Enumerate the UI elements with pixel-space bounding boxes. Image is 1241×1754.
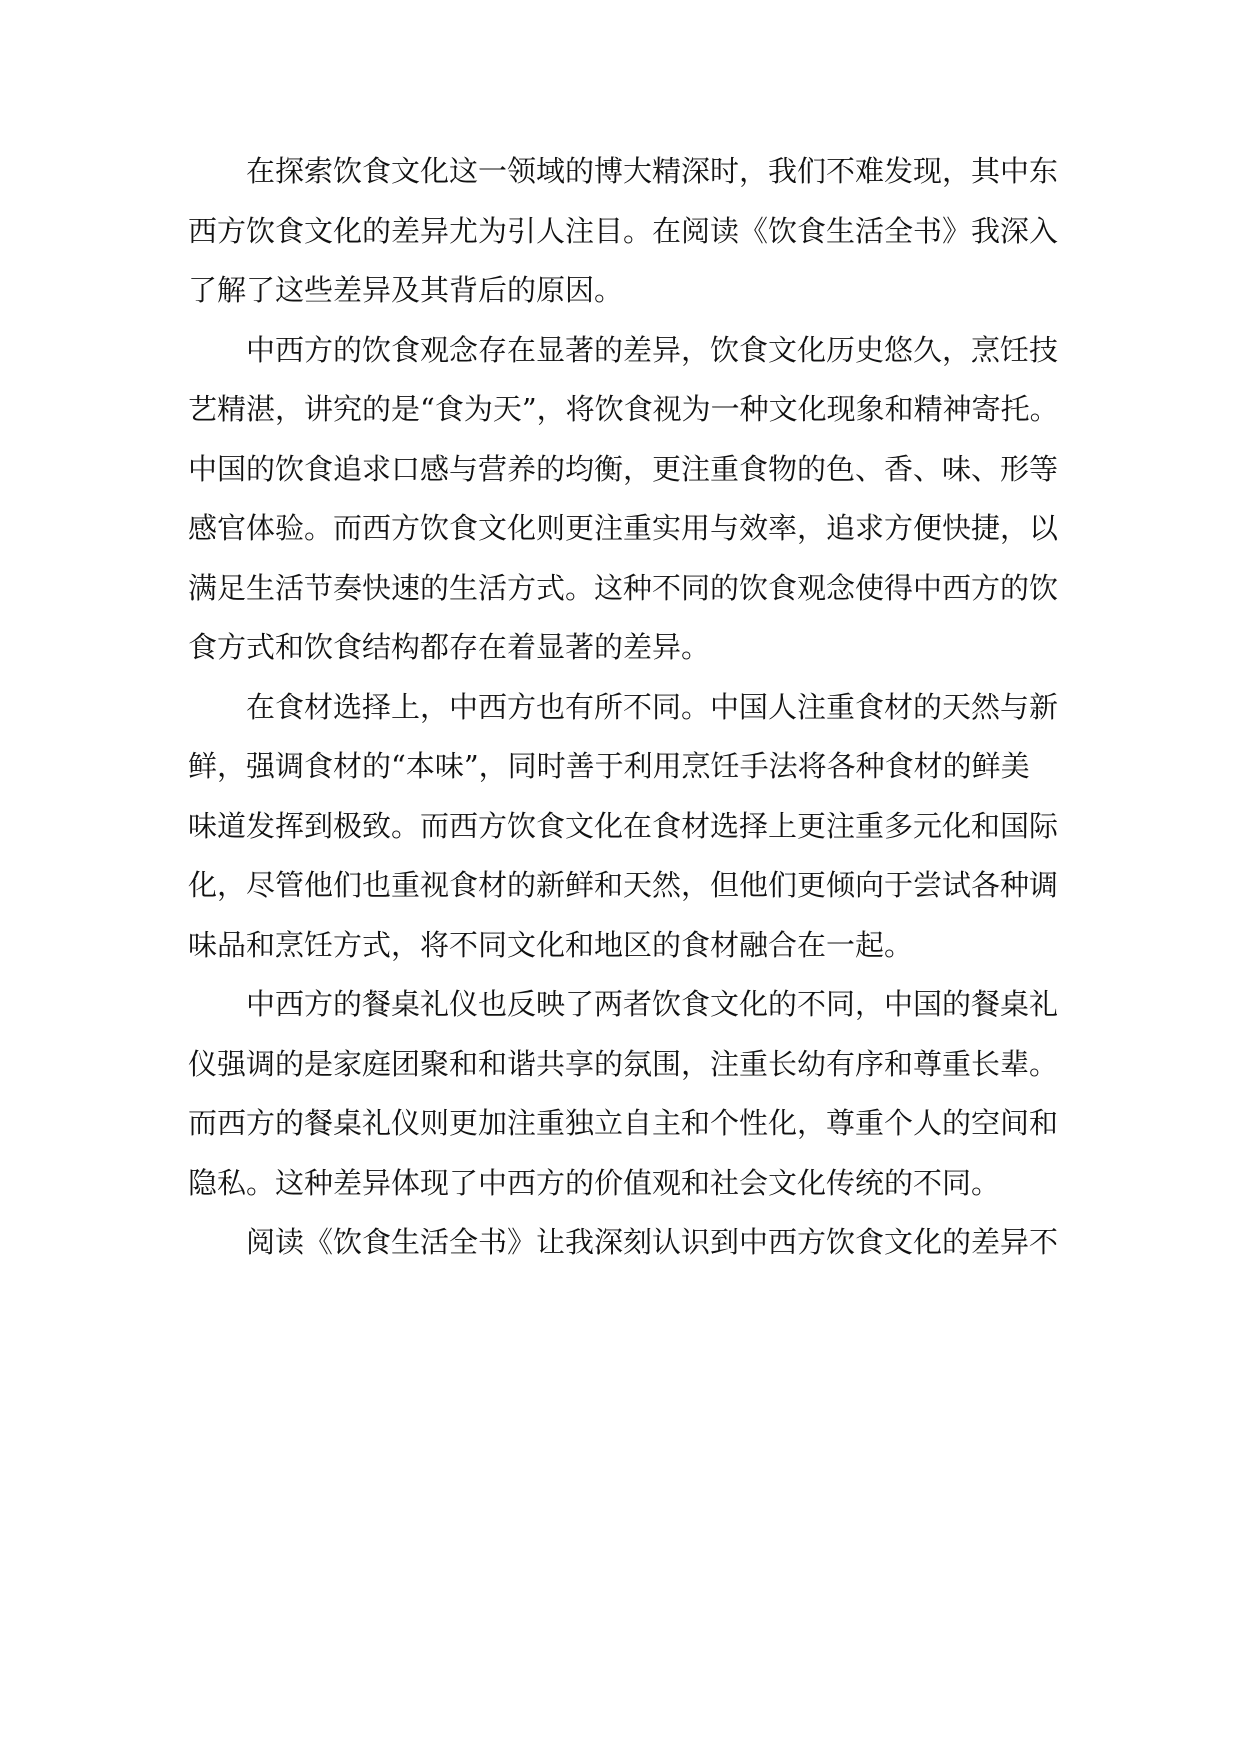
text-line: 鲜，强调食材的“本味”，同时善于利用烹饪手法将各种食材的鲜美 [188, 749, 1030, 783]
text-line: 在食材选择上，中西方也有所不同。中国人注重食材的天然与新 [246, 689, 1059, 724]
text-line: 隐私。这种差异体现了中西方的价值观和社会文化传统的不同。 [188, 1165, 1001, 1200]
text-line: 味品和烹饪方式，将不同文化和地区的食材融合在一起。 [188, 927, 914, 962]
text-line: 了解了这些差异及其背后的原因。 [188, 273, 624, 307]
text-line: 中西方的饮食观念存在显著的差异，饮食文化历史悠久，烹饪技 [246, 332, 1059, 367]
text-line: 感官体验。而西方饮食文化则更注重实用与效率，追求方便快捷，以 [188, 511, 1059, 545]
text-line: 西方饮食文化的差异尤为引人注目。在阅读《饮食生活全书》我深入 [188, 213, 1059, 248]
text-line: 中国的饮食追求口感与营养的均衡，更注重食物的色、香、味、形等 [188, 451, 1059, 486]
text-line: 满足生活节奏快速的生活方式。这种不同的饮食观念使得中西方的饮 [188, 570, 1059, 605]
text-line: 而西方的餐桌礼仪则更加注重独立自主和个性化，尊重个人的空间和 [188, 1106, 1059, 1140]
text-line: 味道发挥到极致。而西方饮食文化在食材选择上更注重多元化和国际 [188, 808, 1059, 843]
text-line: 化，尽管他们也重视食材的新鲜和天然，但他们更倾向于尝试各种调 [188, 868, 1059, 902]
text-line: 阅读《饮食生活全书》让我深刻认识到中西方饮食文化的差异不 [246, 1225, 1059, 1259]
text-line: 仪强调的是家庭团聚和和谐共享的氛围，注重长幼有序和尊重长辈。 [188, 1046, 1059, 1081]
text-line: 中西方的餐桌礼仪也反映了两者饮食文化的不同，中国的餐桌礼 [246, 987, 1059, 1021]
text-line: 艺精湛，讲究的是“食为天”，将饮食视为一种文化现象和精神寄托。 [188, 392, 1059, 426]
text-line: 食方式和饮食结构都存在着显著的差异。 [188, 630, 711, 664]
text-line: 在探索饮食文化这一领域的博大精深时，我们不难发现，其中东 [246, 154, 1059, 188]
document-body [188, 142, 1060, 1273]
